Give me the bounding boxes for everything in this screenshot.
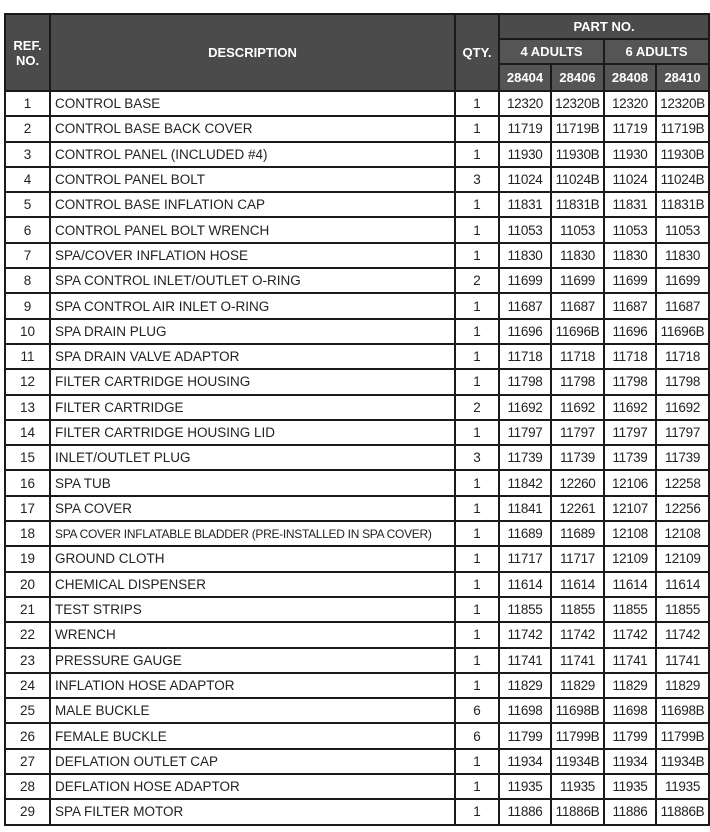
description-cell: CONTROL BASE	[50, 91, 455, 116]
part-no-cell: 11797	[656, 420, 709, 445]
part-no-cell: 12320B	[656, 91, 709, 116]
part-no-cell: 11717	[551, 546, 604, 571]
table-row	[5, 420, 709, 445]
part-no-cell: 11799	[499, 723, 551, 748]
part-no-cell: 11930B	[656, 142, 709, 167]
part-no-cell: 11886	[604, 799, 656, 824]
part-no-cell: 11614	[499, 572, 551, 597]
qty-cell: 1	[455, 749, 499, 774]
qty-cell: 1	[455, 496, 499, 521]
header-ref-no: REF. NO.	[5, 14, 50, 91]
qty-cell: 1	[455, 142, 499, 167]
header-group-4-adults: 4 ADULTS	[499, 39, 604, 64]
table-body	[5, 91, 709, 825]
part-no-cell: 11739	[499, 445, 551, 470]
table-row	[5, 774, 709, 799]
table-row	[5, 546, 709, 571]
table-row	[5, 799, 709, 824]
part-no-cell: 11614	[551, 572, 604, 597]
part-no-cell: 12109	[604, 546, 656, 571]
header-model: 28408	[604, 64, 656, 91]
qty-cell: 1	[455, 243, 499, 268]
part-no-cell: 11718	[499, 344, 551, 369]
ref-no-cell: 6	[5, 217, 50, 242]
header-part-no: PART NO.	[499, 14, 709, 39]
table-row	[5, 698, 709, 723]
part-no-cell: 11798	[604, 369, 656, 394]
part-no-cell: 11698B	[656, 698, 709, 723]
part-no-cell: 11698B	[551, 698, 604, 723]
part-no-cell: 11934	[604, 749, 656, 774]
ref-no-cell: 17	[5, 496, 50, 521]
part-no-cell: 11935	[656, 774, 709, 799]
description-cell: CONTROL PANEL BOLT	[50, 167, 455, 192]
part-no-cell: 11024	[499, 167, 551, 192]
part-no-cell: 11829	[499, 673, 551, 698]
description-cell: SPA COVER INFLATABLE BLADDER (PRE-INSTALLED IN SPA COVER)	[50, 521, 455, 546]
part-no-cell: 11692	[499, 395, 551, 420]
description-cell: DEFLATION OUTLET CAP	[50, 749, 455, 774]
part-no-cell: 11024B	[656, 167, 709, 192]
description-cell: WRENCH	[50, 622, 455, 647]
ref-no-cell: 27	[5, 749, 50, 774]
table-header	[5, 14, 709, 91]
part-no-cell: 11739	[604, 445, 656, 470]
table-row	[5, 167, 709, 192]
qty-cell: 6	[455, 723, 499, 748]
qty-cell: 1	[455, 369, 499, 394]
part-no-cell: 11798	[551, 369, 604, 394]
header-description: DESCRIPTION	[50, 14, 455, 91]
description-cell: CONTROL BASE INFLATION CAP	[50, 192, 455, 217]
ref-no-cell: 25	[5, 698, 50, 723]
part-no-cell: 11741	[656, 648, 709, 673]
description-cell: SPA/COVER INFLATION HOSE	[50, 243, 455, 268]
part-no-cell: 11692	[604, 395, 656, 420]
description-cell: SPA CONTROL INLET/OUTLET O-RING	[50, 268, 455, 293]
part-no-cell: 11855	[499, 597, 551, 622]
part-no-cell: 11739	[656, 445, 709, 470]
description-cell: GROUND CLOTH	[50, 546, 455, 571]
table-row	[5, 268, 709, 293]
description-cell: SPA COVER	[50, 496, 455, 521]
part-no-cell: 11886	[499, 799, 551, 824]
part-no-cell: 12107	[604, 496, 656, 521]
part-no-cell: 11855	[551, 597, 604, 622]
part-no-cell: 11831B	[551, 192, 604, 217]
part-no-cell: 11935	[551, 774, 604, 799]
part-no-cell: 11830	[604, 243, 656, 268]
description-cell: SPA FILTER MOTOR	[50, 799, 455, 824]
part-no-cell: 12106	[604, 470, 656, 495]
qty-cell: 1	[455, 673, 499, 698]
part-no-cell: 11935	[499, 774, 551, 799]
part-no-cell: 11719	[499, 116, 551, 141]
part-no-cell: 11614	[656, 572, 709, 597]
part-no-cell: 11799B	[551, 723, 604, 748]
part-no-cell: 11053	[499, 217, 551, 242]
part-no-cell: 11934B	[656, 749, 709, 774]
part-no-cell: 11934B	[551, 749, 604, 774]
ref-no-cell: 24	[5, 673, 50, 698]
part-no-cell: 11797	[604, 420, 656, 445]
table-row	[5, 293, 709, 318]
description-cell: CHEMICAL DISPENSER	[50, 572, 455, 597]
part-no-cell: 11830	[656, 243, 709, 268]
part-no-cell: 11831	[499, 192, 551, 217]
ref-no-cell: 22	[5, 622, 50, 647]
part-no-cell: 11935	[604, 774, 656, 799]
qty-cell: 1	[455, 293, 499, 318]
part-no-cell: 11930	[604, 142, 656, 167]
part-no-cell: 12260	[551, 470, 604, 495]
description-cell: PRESSURE GAUGE	[50, 648, 455, 673]
part-no-cell: 11742	[499, 622, 551, 647]
table-row	[5, 395, 709, 420]
part-no-cell: 12109	[656, 546, 709, 571]
description-cell: DEFLATION HOSE ADAPTOR	[50, 774, 455, 799]
qty-cell: 1	[455, 572, 499, 597]
qty-cell: 3	[455, 445, 499, 470]
ref-no-cell: 12	[5, 369, 50, 394]
qty-cell: 1	[455, 91, 499, 116]
qty-cell: 1	[455, 470, 499, 495]
part-no-cell: 11698	[499, 698, 551, 723]
ref-no-cell: 18	[5, 521, 50, 546]
part-no-cell: 11687	[656, 293, 709, 318]
ref-no-cell: 13	[5, 395, 50, 420]
part-no-cell: 11799	[604, 723, 656, 748]
qty-cell: 1	[455, 597, 499, 622]
qty-cell: 2	[455, 268, 499, 293]
table-row	[5, 243, 709, 268]
part-no-cell: 11718	[656, 344, 709, 369]
qty-cell: 1	[455, 648, 499, 673]
description-cell: FILTER CARTRIDGE HOUSING	[50, 369, 455, 394]
table-row	[5, 673, 709, 698]
part-no-cell: 11024	[604, 167, 656, 192]
header-model: 28410	[656, 64, 709, 91]
description-cell: CONTROL PANEL BOLT WRENCH	[50, 217, 455, 242]
part-no-cell: 12261	[551, 496, 604, 521]
part-no-cell: 11053	[551, 217, 604, 242]
part-no-cell: 11689	[551, 521, 604, 546]
description-cell: CONTROL BASE BACK COVER	[50, 116, 455, 141]
table-row	[5, 597, 709, 622]
table-row	[5, 521, 709, 546]
qty-cell: 3	[455, 167, 499, 192]
ref-no-cell: 3	[5, 142, 50, 167]
qty-cell: 1	[455, 116, 499, 141]
part-no-cell: 11797	[551, 420, 604, 445]
table-row	[5, 749, 709, 774]
part-no-cell: 11831	[604, 192, 656, 217]
part-no-cell: 11741	[499, 648, 551, 673]
qty-cell: 1	[455, 546, 499, 571]
part-no-cell: 11717	[499, 546, 551, 571]
table-row	[5, 192, 709, 217]
table-row	[5, 116, 709, 141]
part-no-cell: 11719	[604, 116, 656, 141]
table-row	[5, 648, 709, 673]
header-model: 28406	[551, 64, 604, 91]
part-no-cell: 11742	[604, 622, 656, 647]
ref-no-cell: 16	[5, 470, 50, 495]
ref-no-cell: 2	[5, 116, 50, 141]
part-no-cell: 11614	[604, 572, 656, 597]
part-no-cell: 11886B	[656, 799, 709, 824]
description-cell: SPA DRAIN VALVE ADAPTOR	[50, 344, 455, 369]
table-row	[5, 369, 709, 394]
part-no-cell: 11830	[499, 243, 551, 268]
part-no-cell: 11886B	[551, 799, 604, 824]
parts-list-table	[4, 13, 710, 826]
part-no-cell: 11741	[604, 648, 656, 673]
qty-cell: 6	[455, 698, 499, 723]
part-no-cell: 11830	[551, 243, 604, 268]
ref-no-cell: 14	[5, 420, 50, 445]
part-no-cell: 11718	[604, 344, 656, 369]
table-row	[5, 344, 709, 369]
part-no-cell: 11696B	[656, 319, 709, 344]
qty-cell: 1	[455, 344, 499, 369]
part-no-cell: 12108	[656, 521, 709, 546]
part-no-cell: 11742	[551, 622, 604, 647]
ref-no-cell: 5	[5, 192, 50, 217]
part-no-cell: 12258	[656, 470, 709, 495]
part-no-cell: 11699	[499, 268, 551, 293]
table-row	[5, 319, 709, 344]
part-no-cell: 11741	[551, 648, 604, 673]
part-no-cell: 11829	[604, 673, 656, 698]
ref-no-cell: 1	[5, 91, 50, 116]
qty-cell: 1	[455, 192, 499, 217]
part-no-cell: 12108	[604, 521, 656, 546]
part-no-cell: 11930B	[551, 142, 604, 167]
table-row	[5, 91, 709, 116]
part-no-cell: 11842	[499, 470, 551, 495]
qty-cell: 1	[455, 799, 499, 824]
ref-no-cell: 15	[5, 445, 50, 470]
ref-no-cell: 10	[5, 319, 50, 344]
part-no-cell: 11692	[656, 395, 709, 420]
part-no-cell: 11696B	[551, 319, 604, 344]
ref-no-cell: 29	[5, 799, 50, 824]
part-no-cell: 11689	[499, 521, 551, 546]
ref-no-cell: 21	[5, 597, 50, 622]
part-no-cell: 11930	[499, 142, 551, 167]
ref-no-cell: 4	[5, 167, 50, 192]
part-no-cell: 11855	[656, 597, 709, 622]
part-no-cell: 11696	[604, 319, 656, 344]
qty-cell: 1	[455, 319, 499, 344]
part-no-cell: 11699	[604, 268, 656, 293]
part-no-cell: 11841	[499, 496, 551, 521]
header-group-6-adults: 6 ADULTS	[604, 39, 709, 64]
part-no-cell: 11024B	[551, 167, 604, 192]
table-row	[5, 445, 709, 470]
part-no-cell: 12256	[656, 496, 709, 521]
qty-cell: 2	[455, 395, 499, 420]
part-no-cell: 11798	[656, 369, 709, 394]
ref-no-cell: 19	[5, 546, 50, 571]
part-no-cell: 11718	[551, 344, 604, 369]
qty-cell: 1	[455, 521, 499, 546]
description-cell: FILTER CARTRIDGE HOUSING LID	[50, 420, 455, 445]
part-no-cell: 11831B	[656, 192, 709, 217]
table-row	[5, 142, 709, 167]
description-cell: CONTROL PANEL (INCLUDED #4)	[50, 142, 455, 167]
table-row	[5, 723, 709, 748]
part-no-cell: 12320	[604, 91, 656, 116]
part-no-cell: 11739	[551, 445, 604, 470]
description-cell: SPA TUB	[50, 470, 455, 495]
qty-cell: 1	[455, 774, 499, 799]
ref-no-cell: 11	[5, 344, 50, 369]
qty-cell: 1	[455, 217, 499, 242]
table-row	[5, 622, 709, 647]
part-no-cell: 11053	[656, 217, 709, 242]
part-no-cell: 11687	[499, 293, 551, 318]
ref-no-cell: 26	[5, 723, 50, 748]
part-no-cell: 11053	[604, 217, 656, 242]
table-row	[5, 496, 709, 521]
part-no-cell: 11799B	[656, 723, 709, 748]
ref-no-cell: 8	[5, 268, 50, 293]
part-no-cell: 11934	[499, 749, 551, 774]
ref-no-cell: 23	[5, 648, 50, 673]
table-row	[5, 470, 709, 495]
part-no-cell: 11698	[604, 698, 656, 723]
header-model: 28404	[499, 64, 551, 91]
part-no-cell: 11855	[604, 597, 656, 622]
ref-no-cell: 7	[5, 243, 50, 268]
description-cell: FEMALE BUCKLE	[50, 723, 455, 748]
part-no-cell: 11687	[604, 293, 656, 318]
part-no-cell: 11696	[499, 319, 551, 344]
part-no-cell: 11692	[551, 395, 604, 420]
part-no-cell: 11719B	[551, 116, 604, 141]
part-no-cell: 11798	[499, 369, 551, 394]
part-no-cell: 12320	[499, 91, 551, 116]
description-cell: MALE BUCKLE	[50, 698, 455, 723]
ref-no-cell: 9	[5, 293, 50, 318]
table-row	[5, 217, 709, 242]
part-no-cell: 12320B	[551, 91, 604, 116]
part-no-cell: 11699	[551, 268, 604, 293]
part-no-cell: 11687	[551, 293, 604, 318]
description-cell: FILTER CARTRIDGE	[50, 395, 455, 420]
part-no-cell: 11742	[656, 622, 709, 647]
qty-cell: 1	[455, 420, 499, 445]
description-cell: TEST STRIPS	[50, 597, 455, 622]
part-no-cell: 11797	[499, 420, 551, 445]
table-row	[5, 572, 709, 597]
qty-cell: 1	[455, 622, 499, 647]
description-cell: SPA DRAIN PLUG	[50, 319, 455, 344]
ref-no-cell: 20	[5, 572, 50, 597]
part-no-cell: 11829	[551, 673, 604, 698]
part-no-cell: 11829	[656, 673, 709, 698]
header-qty: QTY.	[455, 14, 499, 91]
description-cell: INLET/OUTLET PLUG	[50, 445, 455, 470]
part-no-cell: 11699	[656, 268, 709, 293]
ref-no-cell: 28	[5, 774, 50, 799]
description-cell: SPA CONTROL AIR INLET O-RING	[50, 293, 455, 318]
part-no-cell: 11719B	[656, 116, 709, 141]
description-cell: INFLATION HOSE ADAPTOR	[50, 673, 455, 698]
